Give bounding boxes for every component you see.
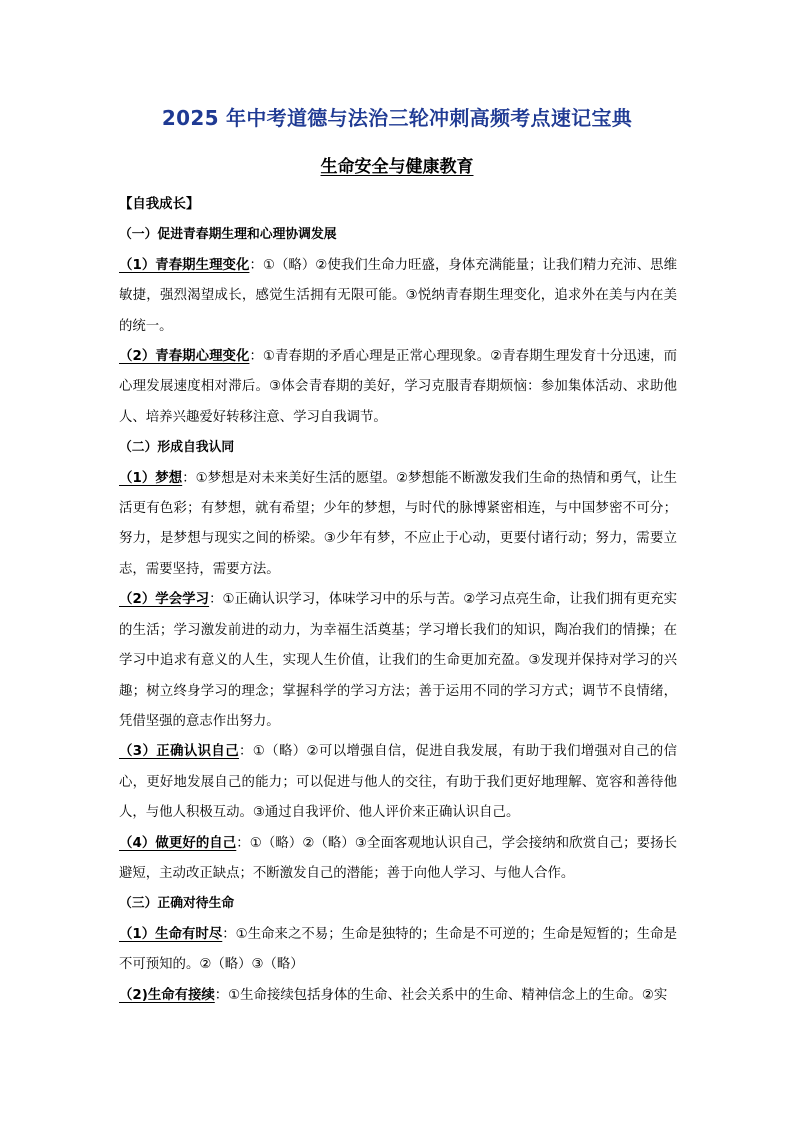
section-heading: 【自我成长】	[119, 197, 200, 212]
paragraph	[119, 829, 677, 890]
subtitle-text: 生命安全与健康教育	[320, 157, 474, 177]
document-title: 2025 年中考道德与法治三轮冲刺高频考点速记宝典	[161, 106, 633, 130]
term-label: （1）青春期生理变化	[119, 257, 250, 273]
paragraph-text: ：①梦想是对未来美好生活的愿望。②梦想能不断激发我们生命的热情和勇气，让生活更有色彩；有梦想，就有希望；少年的梦想，与时代的脉博紧密相连，与中国梦密不可分；努力，是梦想与现实之间的桥梁。③少年有梦，不应止于心动，更要付诸行动；努力，需要立志，需要坚持，需要方法。	[119, 470, 677, 577]
term-label: （1）梦想	[119, 470, 183, 486]
group-heading: （二）形成自我认同	[119, 440, 235, 456]
paragraph	[119, 585, 677, 737]
paragraph	[119, 251, 677, 342]
term-label: （4）做更好的自己	[119, 835, 237, 851]
group-heading: （一）促进青春期生理和心理协调发展	[119, 227, 337, 243]
paragraph	[119, 342, 677, 433]
paragraph-text: ：①（略）②使我们生命力旺盛，身体充满能量；让我们精力充沛、思维敏捷，强烈渴望成长，感觉生活拥有无限可能。③悦纳青春期生理变化，追求外在美与内在美的统一。	[119, 257, 677, 334]
paragraph-text: ：①（略）②（略）③全面客观地认识自己，学会接纳和欣赏自己；要扬长避短，主动改正缺点；不断激发自己的潜能；善于向他人学习、与他人合作。	[119, 835, 677, 881]
paragraph-text: ：①青春期的矛盾心理是正常心理现象。②青春期生理发育十分迅速，而心理发展速度相对滞后。③体会青春期的美好，学习克服青春期烦恼：参加集体活动、求助他人、培养兴趣爱好转移注意、学习自我调节。	[119, 349, 677, 425]
term-label: （1）生命有时尽	[119, 926, 223, 942]
paragraph	[119, 737, 677, 828]
document-subtitle	[0, 152, 794, 177]
paragraph-text: ：①生命来之不易；生命是独特的；生命是不可逆的；生命是短暂的；生命是不可预知的。②（略）③（略）	[119, 926, 677, 973]
paragraph	[119, 981, 677, 1011]
paragraph	[119, 464, 677, 586]
document-body	[119, 190, 677, 1011]
paragraph-text: ：①生命接续包括身体的生命、社会关系中的生命、精神信念上的生命。②实	[214, 987, 668, 1003]
term-label: （2）学会学习	[119, 592, 210, 608]
term-label: （2）青春期心理变化	[119, 349, 250, 365]
term-label: （3）正确认识自己	[119, 744, 239, 760]
group-heading: （三）正确对待生命	[119, 896, 235, 912]
paragraph	[119, 920, 677, 981]
paragraph-text: ：①（略）②可以增强自信，促进自我发展，有助于我们增强对自己的信心，更好地发展自己的能力；可以促进与他人的交往，有助于我们更好地理解、宽容和善待他人，与他人积极互动。③通过自我评价、他人评价来正确认识自己。	[119, 744, 677, 821]
paragraph-text: ：①正确认识学习，体味学习中的乐与苦。②学习点亮生命，让我们拥有更充实的生活；学习激发前进的动力，为幸福生活奠基；学习增长我们的知识，陶冶我们的情操；在学习中追求有意义的人生，实现人生价值，让我们的生命更加充盈。③发现并保持对学习的兴趣；树立终身学习的理念；掌握科学的学习方法；善于运用不同的学习方式；调节不良情绪，凭借坚强的意志作出努力。	[119, 592, 677, 729]
term-label: （2)生命有接续	[119, 987, 215, 1003]
